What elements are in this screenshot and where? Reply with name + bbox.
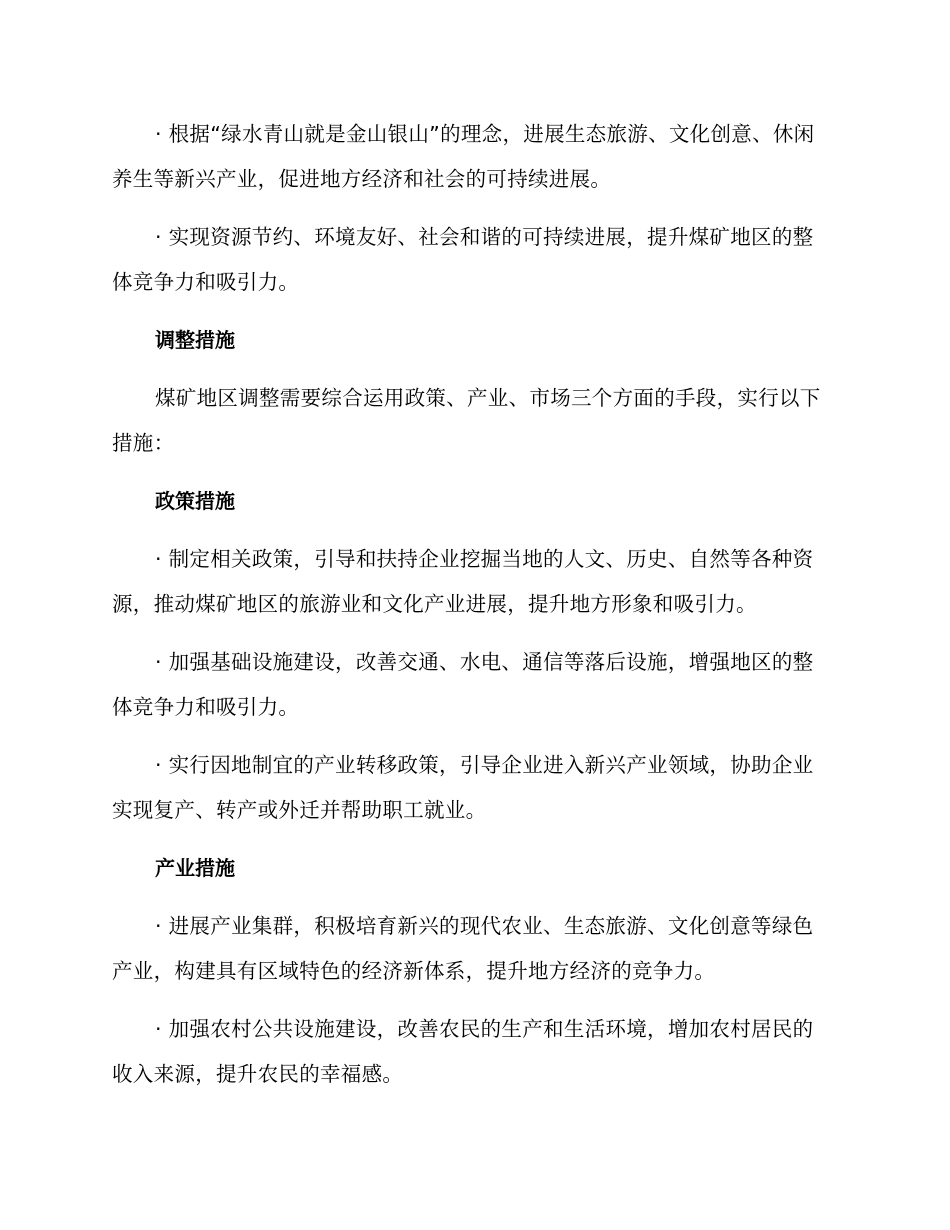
paragraph-adjustment-intro: 煤矿地区调整需要综合运用政策、产业、市场三个方面的手段，实行以下措施： xyxy=(112,386,821,455)
paragraph-policy-resources: · 制定相关政策，引导和扶持企业挖掘当地的人文、历史、自然等各种资源，推动煤矿地区的旅游业和文化产业进展，提升地方形象和吸引力。 xyxy=(112,547,814,616)
paragraph-sustainable-development: · 实现资源节约、环境友好、社会和谐的可持续进展，提升煤矿地区的整体竞争力和吸引力。 xyxy=(112,225,814,294)
paragraph-rural-facilities: · 加强农村公共设施建设，改善农民的生产和生活环境，增加农村居民的收入来源，提升农民的幸福感。 xyxy=(112,1017,814,1086)
document-page xyxy=(112,112,832,1097)
heading-adjustment-measures: 调整措施 xyxy=(155,328,235,352)
paragraph-policy-infrastructure: · 加强基础设施建设，改善交通、水电、通信等落后设施，增强地区的整体竞争力和吸引力。 xyxy=(112,650,814,719)
paragraph-eco-industry: · 根据“绿水青山就是金山银山”的理念，进展生态旅游、文化创意、休闲养生等新兴产业，促进地方经济和社会的可持续进展。 xyxy=(112,122,815,191)
heading-industry-measures: 产业措施 xyxy=(155,856,235,880)
heading-policy-measures: 政策措施 xyxy=(155,489,235,513)
paragraph-industry-cluster: · 进展产业集群，积极培育新兴的现代农业、生态旅游、文化创意等绿色产业，构建具有区域特色的经济新体系，提升地方经济的竞争力。 xyxy=(112,914,814,983)
paragraph-policy-transfer: · 实行因地制宜的产业转移政策，引导企业进入新兴产业领域，协助企业实现复产、转产或外迁并帮助职工就业。 xyxy=(112,753,814,822)
